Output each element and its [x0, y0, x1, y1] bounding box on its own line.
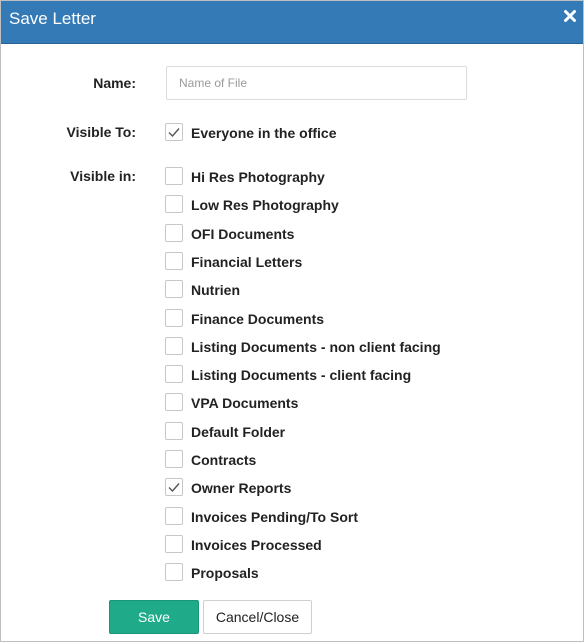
checkbox-label: Everyone in the office: [191, 125, 337, 141]
checkbox[interactable]: [165, 507, 183, 525]
checkbox[interactable]: [165, 535, 183, 553]
dialog-header: [1, 1, 583, 44]
checkbox-label: OFI Documents: [191, 226, 295, 242]
close-icon[interactable]: [563, 8, 577, 24]
checkbox[interactable]: [165, 563, 183, 581]
checkbox-label: Proposals: [191, 565, 259, 581]
checkbox[interactable]: [165, 422, 183, 440]
checkbox-label: Low Res Photography: [191, 197, 339, 213]
checkbox-label: Owner Reports: [191, 480, 292, 496]
name-label: Name:: [93, 75, 136, 91]
checkmark-icon: [168, 127, 180, 138]
checkbox[interactable]: [165, 365, 183, 383]
checkbox[interactable]: [165, 224, 183, 242]
checkbox-label: Default Folder: [191, 424, 286, 440]
checkbox[interactable]: [165, 195, 183, 213]
save-button[interactable]: Save: [109, 600, 199, 634]
cancel-close-button[interactable]: Cancel/Close: [203, 600, 312, 634]
checkbox-label: Finance Documents: [191, 311, 325, 327]
checkbox[interactable]: [165, 123, 183, 141]
checkbox[interactable]: [165, 280, 183, 298]
checkbox[interactable]: [165, 393, 183, 411]
checkbox[interactable]: [165, 450, 183, 468]
checkbox-label: Nutrien: [191, 282, 240, 298]
checkbox-label: Invoices Processed: [191, 537, 322, 553]
checkbox[interactable]: [165, 252, 183, 270]
checkbox-label: VPA Documents: [191, 395, 299, 411]
checkbox-label: Listing Documents - client facing: [191, 367, 412, 383]
checkbox[interactable]: [165, 478, 183, 496]
checkmark-icon: [168, 482, 180, 493]
checkbox[interactable]: [165, 337, 183, 355]
checkbox-label: Invoices Pending/To Sort: [191, 509, 358, 525]
dialog-title: Save Letter: [9, 9, 96, 28]
visible-in-label: Visible in:: [70, 168, 136, 184]
checkbox-label: Listing Documents - non client facing: [191, 339, 441, 355]
name-input[interactable]: [166, 66, 467, 100]
checkbox-label: Hi Res Photography: [191, 169, 325, 185]
visible-to-label: Visible To:: [66, 124, 136, 140]
checkbox[interactable]: [165, 167, 183, 185]
checkbox-label: Contracts: [191, 452, 257, 468]
checkbox-label: Financial Letters: [191, 254, 303, 270]
checkbox[interactable]: [165, 309, 183, 327]
